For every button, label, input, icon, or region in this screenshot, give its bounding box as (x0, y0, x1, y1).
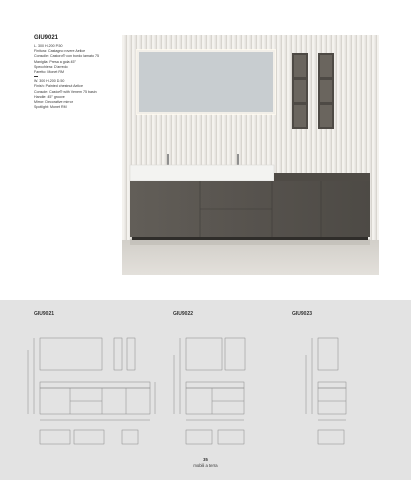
spec-line-it: Specchiera: D'arredo (34, 64, 68, 69)
section-name: mobili a terra (193, 462, 218, 468)
spec-line-it: Consolle: Castoro® con bordo lamato 75 (34, 54, 99, 59)
spec-line-en: Spotlight: Monet RM (34, 105, 67, 110)
spec-line-it: L. 300 H.200 P.50 (34, 44, 63, 48)
spec-line-it: Faretto: Monet RM (34, 70, 64, 75)
faucet-right (237, 154, 239, 166)
spec-line-it: Finitura: Castagno rovere Aelice (34, 49, 86, 54)
mirror (138, 51, 274, 113)
floor (122, 240, 379, 275)
faucet-left (167, 154, 169, 166)
drawing-title-giu9021: GIU9021 (34, 311, 55, 317)
spec-line-en: Finish: Painted chestnut Aelice (34, 84, 83, 89)
spec-line-en: Mirror: Decorative mirror (34, 100, 73, 105)
spec-line-it: Maniglia: Presa a gola 45° (34, 59, 76, 64)
technical-drawings (0, 300, 411, 480)
drawing-giu9023 (306, 338, 346, 444)
spec-line-en: W. 300 H.200 D.50 (34, 79, 65, 84)
drawing-giu9022 (174, 338, 245, 444)
cabinet-plinth (132, 237, 368, 240)
technical-drawings-panel (0, 300, 411, 480)
console-top (130, 165, 274, 181)
wall-shelf-left (292, 53, 308, 129)
drawing-giu9021 (28, 338, 155, 444)
cabinet-top (274, 173, 370, 181)
drawing-title-giu9023: GIU9023 (292, 311, 313, 317)
spec-line-en: Console: Castor® with Venem 75 basin (34, 89, 97, 94)
spec-block (34, 44, 118, 110)
product-photo (122, 35, 379, 275)
model-code: GIU9021 (34, 35, 59, 41)
drawing-title-giu9022: GIU9022 (173, 311, 194, 317)
language-separator (34, 76, 38, 77)
wall-shelf-right (318, 53, 334, 129)
page-number: 35 (203, 457, 208, 462)
page-footer (0, 457, 411, 468)
spec-line-en: Handle: 45° groove (34, 94, 65, 99)
